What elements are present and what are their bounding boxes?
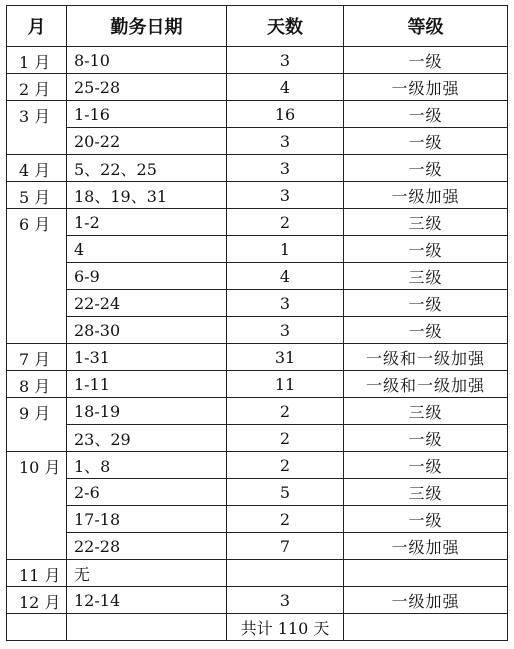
days-cell: 3 [227, 317, 344, 344]
level-cell: 一级 [344, 155, 508, 182]
days-cell: 2 [227, 209, 344, 236]
dates-cell: 4 [67, 236, 227, 263]
level-cell: 一级 [344, 236, 508, 263]
month-cell: 9 月 [7, 398, 67, 452]
table-row [7, 155, 508, 182]
table-row [7, 101, 508, 128]
total-empty-level [344, 614, 508, 641]
days-cell: 5 [227, 479, 344, 506]
month-cell: 3 月 [7, 101, 67, 155]
dates-cell: 1-2 [67, 209, 227, 236]
total-days-cell: 共计 110 天 [227, 614, 344, 641]
days-cell: 3 [227, 155, 344, 182]
month-cell: 8 月 [7, 371, 67, 398]
dates-cell: 20-22 [67, 128, 227, 155]
table-row [7, 236, 508, 263]
table-row [7, 317, 508, 344]
days-cell: 11 [227, 371, 344, 398]
month-cell: 12 月 [7, 587, 67, 614]
level-cell: 一级 [344, 101, 508, 128]
month-cell: 7 月 [7, 344, 67, 371]
total-empty-month [7, 614, 67, 641]
dates-cell: 无 [67, 560, 227, 587]
days-cell: 3 [227, 182, 344, 209]
days-cell: 2 [227, 398, 344, 425]
days-cell: 1 [227, 236, 344, 263]
month-cell: 11 月 [7, 560, 67, 587]
days-cell: 2 [227, 425, 344, 452]
table-row [7, 533, 508, 560]
table-row [7, 587, 508, 614]
header-level: 等级 [344, 6, 508, 47]
month-cell: 5 月 [7, 182, 67, 209]
table-row [7, 344, 508, 371]
level-cell: 一级 [344, 452, 508, 479]
days-cell [227, 560, 344, 587]
month-cell: 1 月 [7, 47, 67, 74]
days-cell: 3 [227, 47, 344, 74]
table-row [7, 263, 508, 290]
days-cell: 3 [227, 290, 344, 317]
table-row [7, 371, 508, 398]
level-cell: 一级加强 [344, 182, 508, 209]
dates-cell: 23、29 [67, 425, 227, 452]
days-cell: 2 [227, 506, 344, 533]
table-row [7, 290, 508, 317]
dates-cell: 5、22、25 [67, 155, 227, 182]
month-cell: 10 月 [7, 452, 67, 560]
level-cell [344, 560, 508, 587]
level-cell: 一级 [344, 317, 508, 344]
dates-cell: 1-16 [67, 101, 227, 128]
level-cell: 一级 [344, 290, 508, 317]
dates-cell: 22-28 [67, 533, 227, 560]
table-row [7, 506, 508, 533]
level-cell: 一级 [344, 128, 508, 155]
days-cell: 16 [227, 101, 344, 128]
days-cell: 3 [227, 128, 344, 155]
level-cell: 一级加强 [344, 74, 508, 101]
dates-cell: 18、19、31 [67, 182, 227, 209]
dates-cell: 2-6 [67, 479, 227, 506]
table-row [7, 479, 508, 506]
level-cell: 三级 [344, 263, 508, 290]
level-cell: 一级和一级加强 [344, 371, 508, 398]
days-cell: 4 [227, 74, 344, 101]
month-cell: 2 月 [7, 74, 67, 101]
dates-cell: 8-10 [67, 47, 227, 74]
days-cell: 4 [227, 263, 344, 290]
dates-cell: 25-28 [67, 74, 227, 101]
dates-cell: 6-9 [67, 263, 227, 290]
dates-cell: 18-19 [67, 398, 227, 425]
table-row [7, 398, 508, 425]
dates-cell: 12-14 [67, 587, 227, 614]
table-row [7, 128, 508, 155]
table-row [7, 182, 508, 209]
header-days: 天数 [227, 6, 344, 47]
level-cell: 一级和一级加强 [344, 344, 508, 371]
dates-cell: 1-31 [67, 344, 227, 371]
level-cell: 三级 [344, 209, 508, 236]
level-cell: 三级 [344, 479, 508, 506]
level-cell: 一级 [344, 506, 508, 533]
header-duty-dates: 勤务日期 [67, 6, 227, 47]
table-row [7, 560, 508, 587]
table-row [7, 209, 508, 236]
dates-cell: 28-30 [67, 317, 227, 344]
total-empty-dates [67, 614, 227, 641]
total-row [7, 614, 508, 641]
table-row [7, 425, 508, 452]
table-row [7, 74, 508, 101]
level-cell: 一级 [344, 47, 508, 74]
dates-cell: 1、8 [67, 452, 227, 479]
level-cell: 一级 [344, 425, 508, 452]
days-cell: 3 [227, 587, 344, 614]
level-cell: 一级加强 [344, 587, 508, 614]
duty-schedule-table [6, 5, 508, 641]
table-row [7, 47, 508, 74]
month-cell: 4 月 [7, 155, 67, 182]
dates-cell: 22-24 [67, 290, 227, 317]
level-cell: 一级加强 [344, 533, 508, 560]
days-cell: 2 [227, 452, 344, 479]
table-row [7, 452, 508, 479]
level-cell: 三级 [344, 398, 508, 425]
dates-cell: 1-11 [67, 371, 227, 398]
dates-cell: 17-18 [67, 506, 227, 533]
header-month: 月 [7, 6, 67, 47]
header-row [7, 6, 508, 47]
month-cell: 6 月 [7, 209, 67, 344]
days-cell: 31 [227, 344, 344, 371]
days-cell: 7 [227, 533, 344, 560]
